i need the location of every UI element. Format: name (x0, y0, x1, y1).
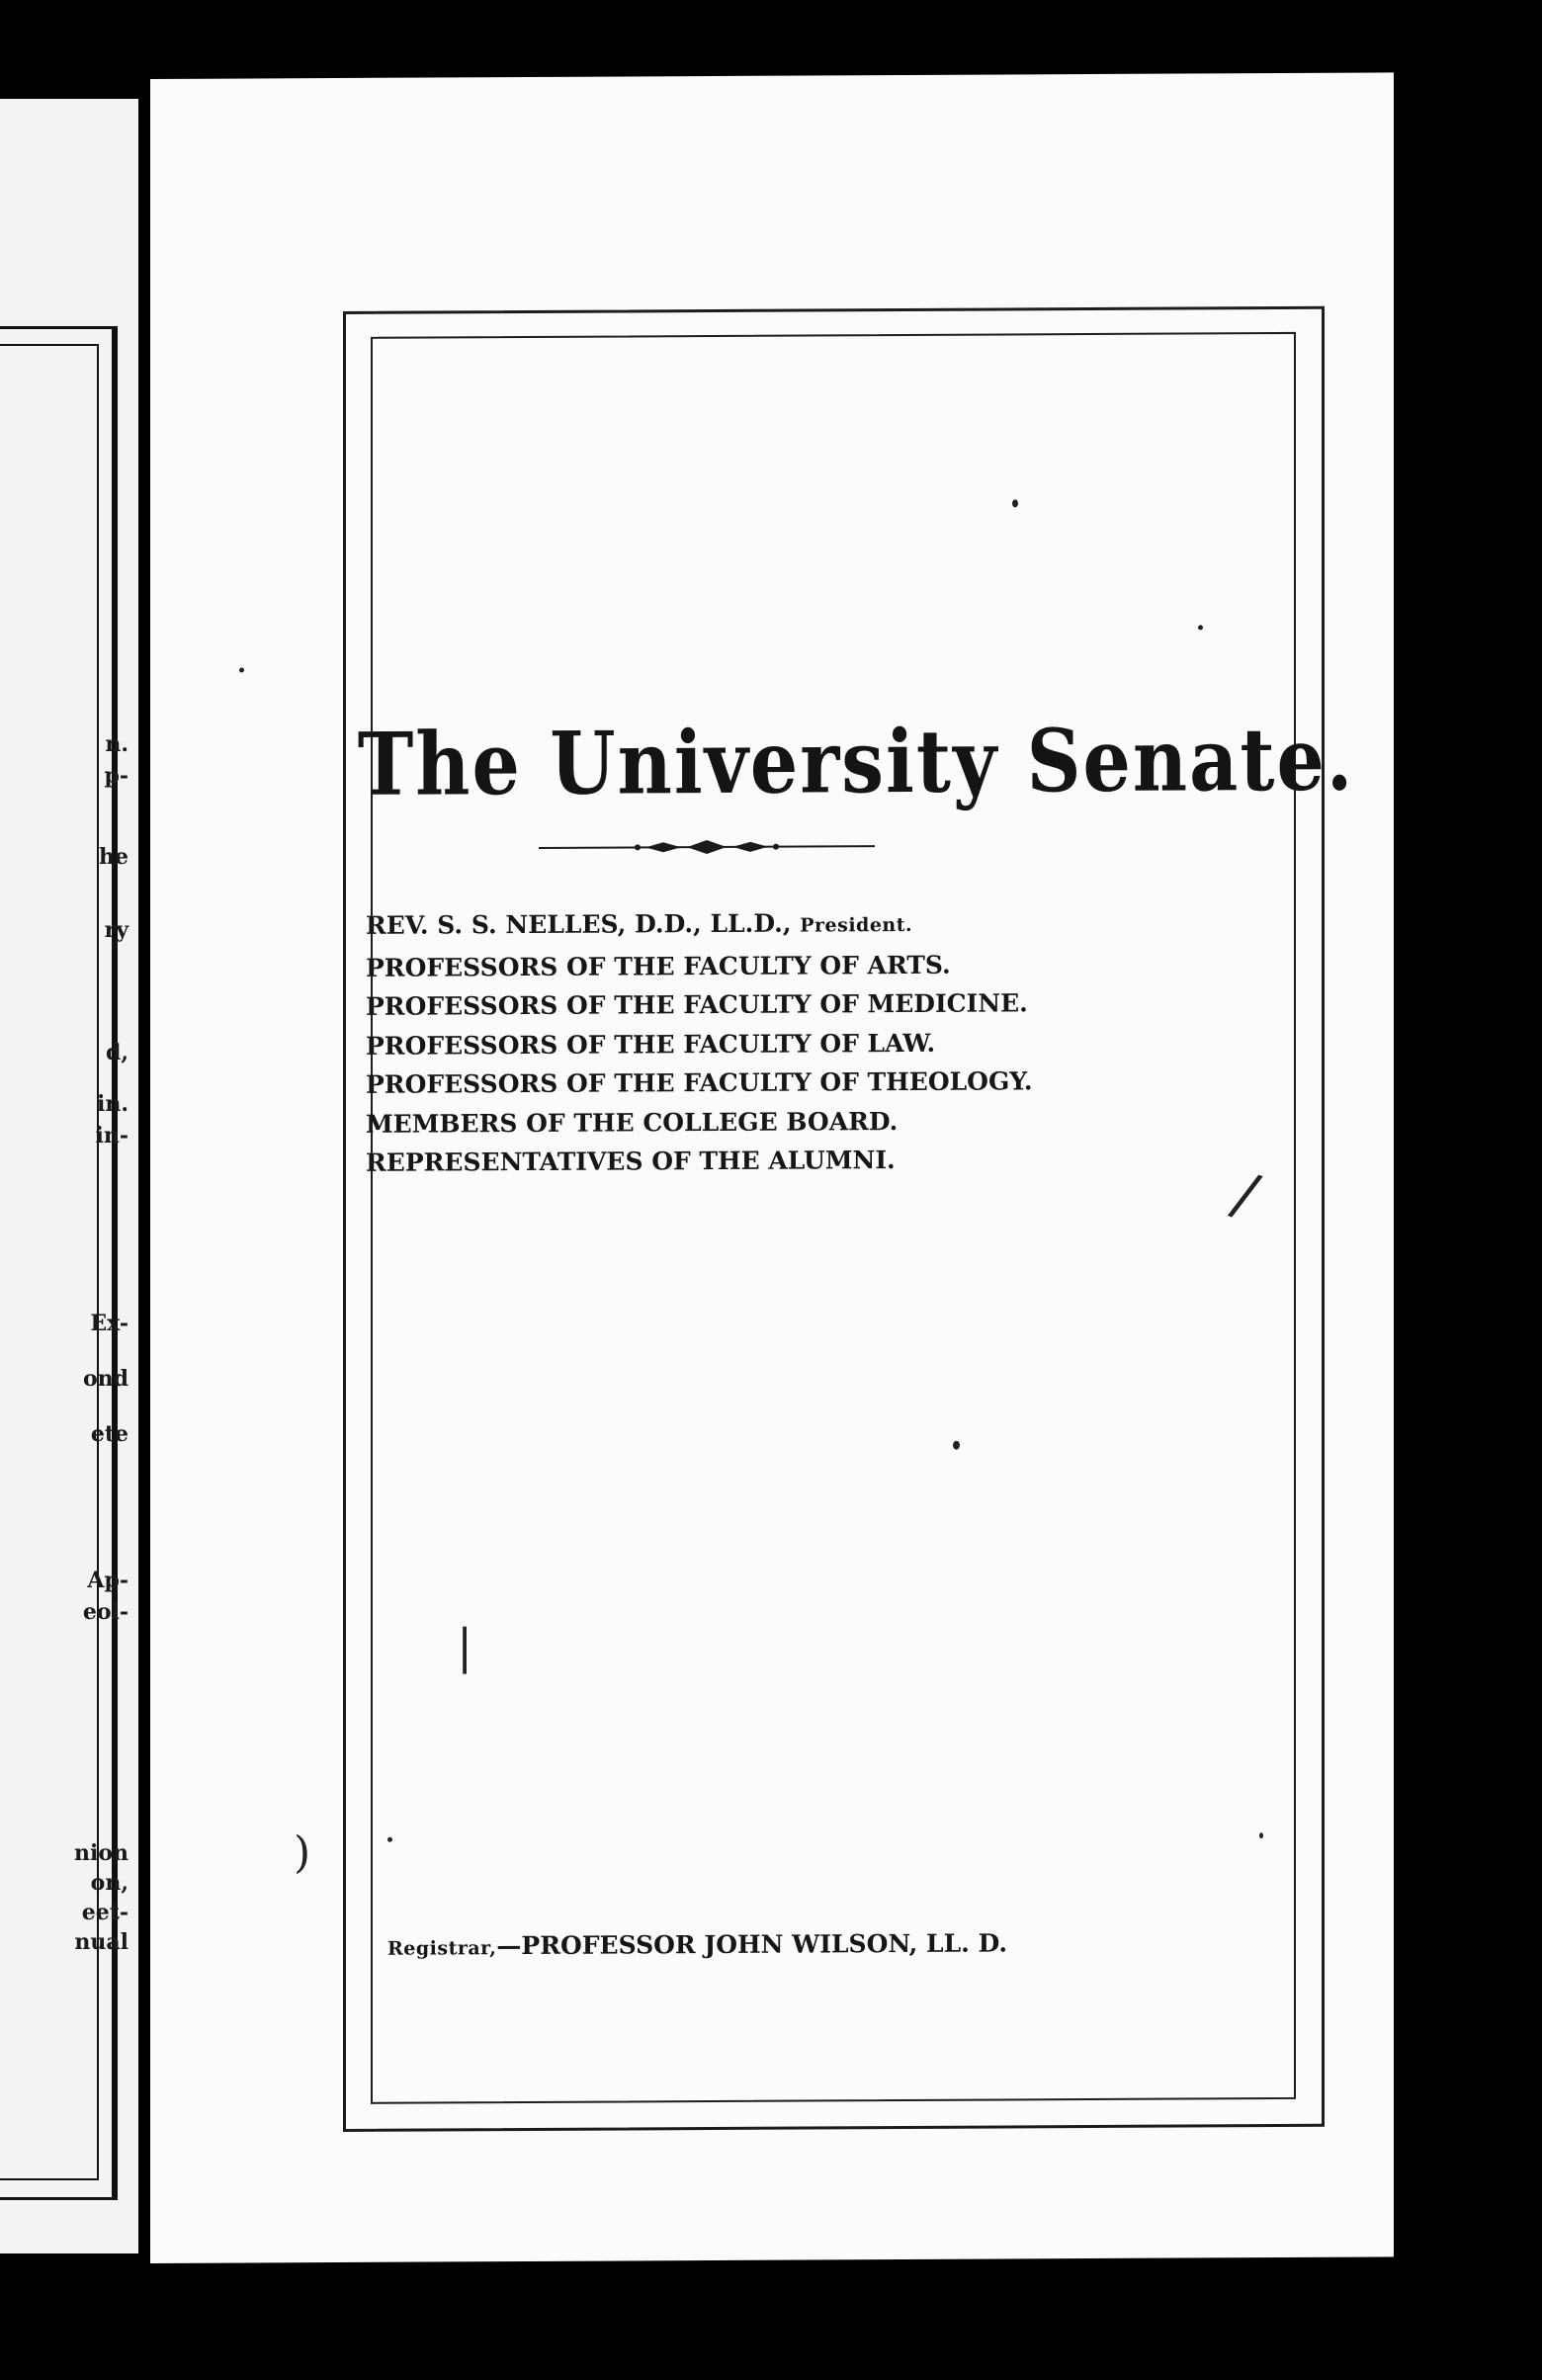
title-ornament-rule (539, 831, 875, 863)
fragment-line: nual (74, 1929, 128, 1955)
fragment-line: n. (105, 731, 128, 757)
fragment-line: Ex- (90, 1311, 128, 1336)
registrar-label: Registrar, (387, 1937, 497, 1960)
fragment-line: ond (82, 1366, 128, 1392)
member-line: PROFESSORS OF THE FACULTY OF LAW. (366, 1028, 936, 1061)
fragment-line: ry (104, 917, 128, 943)
member-office: President. (800, 913, 913, 937)
scan-speck (953, 1441, 960, 1450)
fragment-line: ete (90, 1421, 128, 1447)
member-line: PROFESSORS OF THE FACULTY OF ARTS. (366, 950, 951, 982)
fragment-line: in- (95, 1123, 128, 1148)
page-title: The University Senate. (357, 708, 1355, 815)
fragment-line: eol- (82, 1599, 128, 1625)
scan-speck (1012, 499, 1018, 507)
previous-page-fragment (0, 99, 138, 2253)
scan-speck (239, 668, 244, 673)
fragment-line: p- (104, 763, 128, 789)
member-line: MEMBERS OF THE COLLEGE BOARD. (366, 1106, 899, 1139)
inner-frame (371, 332, 1296, 2104)
member-line: PROFESSORS OF THE FACULTY OF MEDICINE. (366, 988, 1028, 1021)
fragment-line: in. (96, 1091, 128, 1117)
scan-speck (387, 1837, 392, 1842)
scan-mark: / (1224, 1158, 1267, 1232)
scan-mark: ) (294, 1828, 311, 1879)
fragment-line: eet- (81, 1900, 128, 1925)
fragment-line: on, (90, 1870, 128, 1896)
fragment-line: Ap- (87, 1568, 128, 1593)
registrar-name: —PROFESSOR JOHN WILSON, LL. D. (496, 1928, 1008, 1961)
scan-speck (1198, 625, 1203, 630)
member-line: REPRESENTATIVES OF THE ALUMNI. (366, 1146, 896, 1177)
scan-mark: | (457, 1619, 473, 1675)
fragment-line: nion (73, 1840, 128, 1866)
fragment-line: he (99, 844, 128, 870)
member-line: REV. S. S. NELLES, D.D., LL.D., President. (366, 908, 913, 940)
senate-members-list (366, 902, 1033, 1182)
scan-speck (1259, 1832, 1263, 1838)
senate-page (150, 72, 1394, 2263)
member-line: PROFESSORS OF THE FACULTY OF THEOLOGY. (366, 1066, 1033, 1099)
fragment-line: d, (105, 1040, 128, 1065)
registrar-line (387, 1928, 1007, 1960)
